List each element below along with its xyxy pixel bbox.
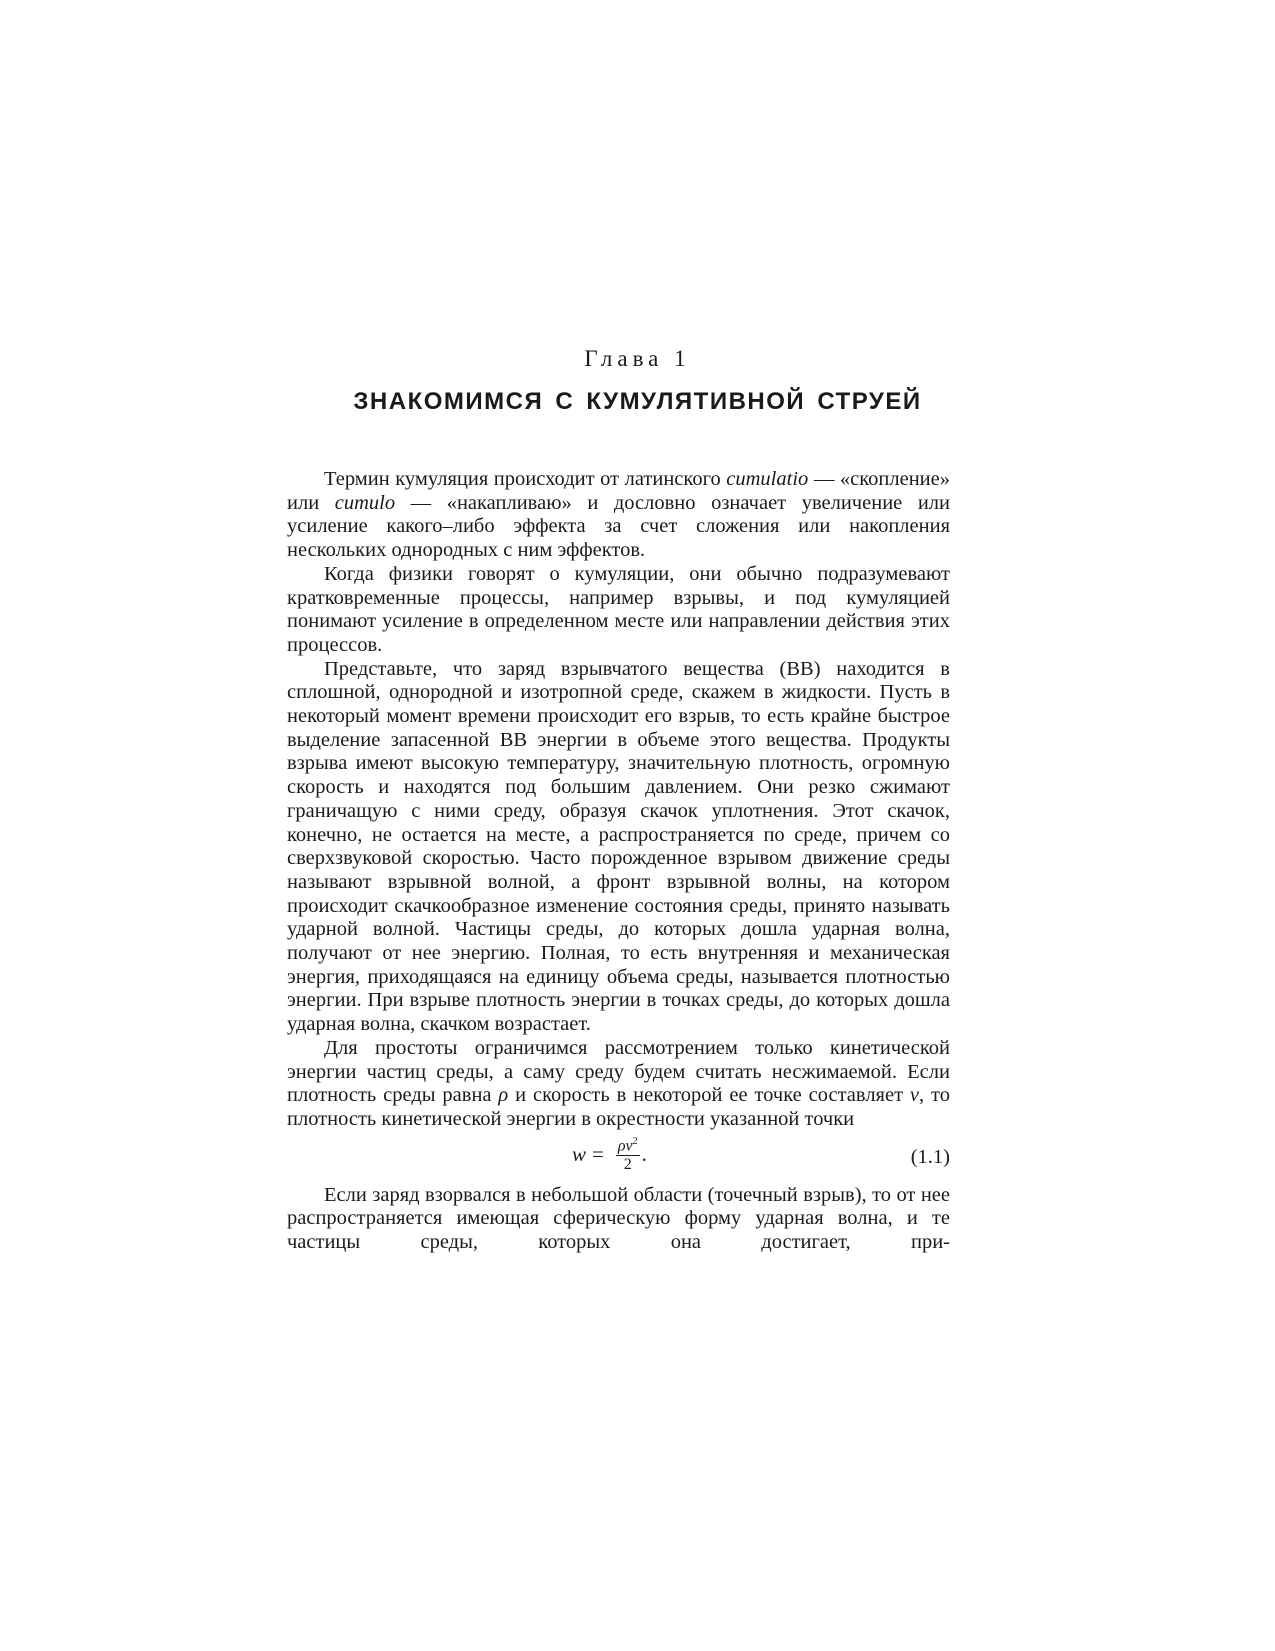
body-text xyxy=(287,468,950,1255)
paragraph-4-text-b: и скорость в некоторой ее точке составляет xyxy=(508,1084,910,1107)
paragraph-4 xyxy=(287,1037,950,1132)
paragraph-1-text-b: — «скопление» или xyxy=(287,468,950,514)
paragraph-4-text-c: , то плотность кинетической энергии в окрестности указанной точки xyxy=(287,1084,950,1130)
paragraph-1-text-c: — «накапливаю» и дословно означает увеличение или усиление какого–либо эффекта за счет сложения или накопления нескольких однородных с ним эффектов. xyxy=(287,491,950,562)
paragraph-2: Когда физики говорят о кумуляции, они обычно подразумевают кратковременные процессы, например взрывы, и под кумуляцией понимают усиление в определенном месте или направлении действия этих процессов. xyxy=(287,562,950,656)
symbol-v: v xyxy=(909,1084,920,1107)
formula xyxy=(572,1136,647,1174)
formula-lhs: w xyxy=(572,1141,587,1166)
chapter-title: ЗНАКОМИМСЯ С КУМУЛЯТИВНОЙ СТРУЕЙ xyxy=(353,388,922,415)
paragraph-1-text-a: Термин кумуляция происходит от латинского xyxy=(324,468,727,490)
equation-1-1 xyxy=(287,1132,950,1184)
paragraph-4-text-a: Для простоты ограничимся рассмотрением только кинетической энергии частиц среды, а саму среду будем считать несжимаемой. Если плотность среды равна xyxy=(287,1036,950,1107)
paragraph-1 xyxy=(287,468,950,563)
equation-number: (1.1) xyxy=(910,1145,950,1168)
formula-num-exponent: 2 xyxy=(632,1135,638,1147)
formula-denominator: 2 xyxy=(623,1155,632,1173)
formula-equals: = xyxy=(592,1141,604,1166)
formula-period: . xyxy=(641,1141,647,1166)
paragraph-3: Представьте, что заряд взрывчатого вещества (ВВ) находится в сплошной, однородной и изотропной среде, скажем в жидкости. Пусть в некоторый момент времени происходит его взрыв, то есть крайне быстрое выделение запасенной ВВ энергии в объеме этого вещества. Продукты взрыва имеют высокую температуру, значительную плотность, огромную скорость и находятся под большим давлением. Они резко сжимают граничащую с ними среду, образуя скачок уплотнения. Этот скачок, конечно, не остается на месте, а распространяется по среде, причем со сверхзвуковой скоростью. Часто порожденное взрывом движение среды называют взрывной волной, а фронт взрывной волны, на котором происходит скачкообразное изменение состояния среды, принято называть ударной волной. Частицы среды, до которых дошла ударная волна, получают от нее энергию. Полная, то есть внутренняя и механическая энергия, приходящаяся на единицу объема среды, называется плотностью энергии. При взрыве плотность энергии в точках среды, до которых дошла ударная волна, скачком возрастает. xyxy=(287,657,950,1036)
formula-fraction xyxy=(616,1136,640,1174)
formula-num-rho: ρ xyxy=(617,1137,626,1155)
latin-term-cumulo: cumulo xyxy=(334,491,396,514)
formula-numerator xyxy=(616,1136,640,1156)
paragraph-5: Если заряд взорвался в небольшой области (точечный взрыв), то от нее распространяется имеющая сферическую форму ударная волна, и те частицы среды, которых она достигает, при- xyxy=(287,1183,950,1254)
latin-term-cumulatio: cumulatio xyxy=(726,468,809,490)
chapter-label: Глава 1 xyxy=(584,346,691,371)
symbol-rho: ρ xyxy=(498,1084,509,1107)
formula-num-v: v xyxy=(625,1137,633,1155)
